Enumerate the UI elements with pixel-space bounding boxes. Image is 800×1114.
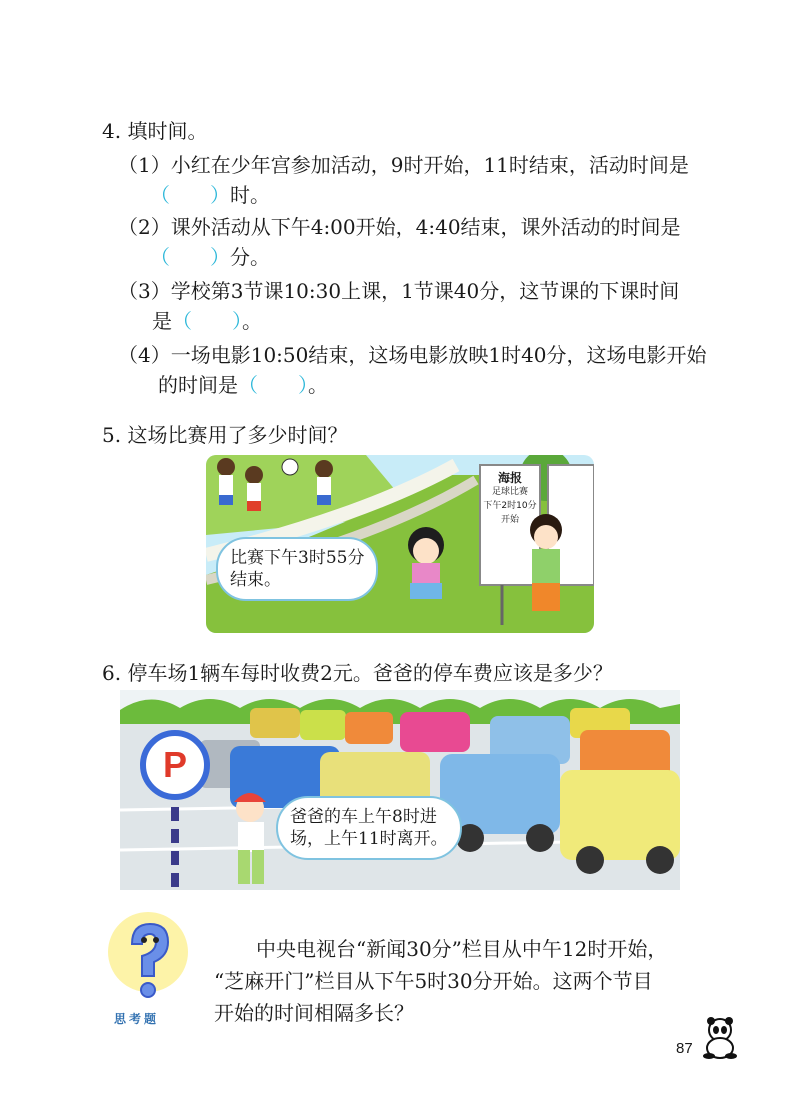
end-punct: 。 (308, 373, 328, 397)
think-label: 思考题 (114, 1012, 160, 1026)
q6-title: 6. 停车场1辆车每时收费2元。爸爸的停车费应该是多少？ (102, 661, 613, 685)
answer-blank[interactable]: （ ） (150, 183, 230, 207)
poster-line-1: 足球比赛 (491, 487, 528, 497)
poster (482, 471, 538, 527)
poster-line-2: 下午2时10分 (483, 501, 537, 511)
page-number: 87 (676, 1040, 693, 1057)
q4-title: 4. 填时间。 (102, 119, 208, 143)
speech-bubble (216, 537, 378, 601)
parking-scene-graphic (120, 690, 680, 890)
question-mark-mascot-icon (106, 912, 190, 1008)
panda-icon (700, 1016, 740, 1064)
q4-item-4-answer[interactable] (158, 372, 328, 398)
prefix-label: 是 (152, 309, 172, 333)
q4-item-2: （2）课外活动从下午4:00开始，4:40结束，课外活动的时间是 (118, 215, 681, 239)
prefix-label: 的时间是 (158, 373, 238, 397)
poster-title: 海报 (497, 471, 522, 485)
answer-blank[interactable]: （ ） (172, 309, 242, 333)
bubble-line-1: 爸爸的车上午8时进 (290, 807, 437, 827)
q5-title: 5. 这场比赛用了多少时间？ (102, 423, 348, 447)
q4-item-3: （3）学校第3节课10:30上课，1节课40分，这节课的下课时间 (118, 279, 680, 303)
parking-illustration (120, 690, 680, 890)
think-question-badge (106, 912, 190, 1026)
bubble-line-2: 场，上午11时离开。 (290, 829, 448, 849)
think-line-1: 中央电视台“新闻30分”栏目从中午12时开始， (256, 937, 668, 961)
q4-item-1: （1）小红在少年宫参加活动，9时开始，11时结束，活动时间是 (118, 153, 689, 177)
answer-blank[interactable]: （ ） (238, 373, 308, 397)
q4-item-1-answer[interactable] (150, 182, 270, 208)
unit-label: 分。 (230, 245, 270, 269)
soccer-illustration (206, 455, 594, 633)
q4-item-4: （4）一场电影10:50结束，这场电影放映1时40分，这场电影开始 (118, 343, 707, 367)
think-line-3: 开始的时间相隔多长？ (214, 1001, 414, 1025)
answer-blank[interactable]: （ ） (150, 245, 230, 269)
bubble-line-1: 比赛下午3时55分 (230, 548, 365, 568)
speech-bubble (276, 796, 462, 860)
parking-sign-letter: P (162, 744, 187, 785)
q4-item-2-answer[interactable] (150, 244, 270, 270)
q4-item-3-answer[interactable] (152, 308, 262, 334)
bubble-line-2: 结束。 (230, 570, 281, 590)
unit-label: 时。 (230, 183, 270, 207)
poster-line-3: 开始 (500, 515, 519, 525)
think-line-2: “芝麻开门”栏目从下午5时30分开始。这两个节目 (214, 969, 653, 993)
end-punct: 。 (242, 309, 262, 333)
